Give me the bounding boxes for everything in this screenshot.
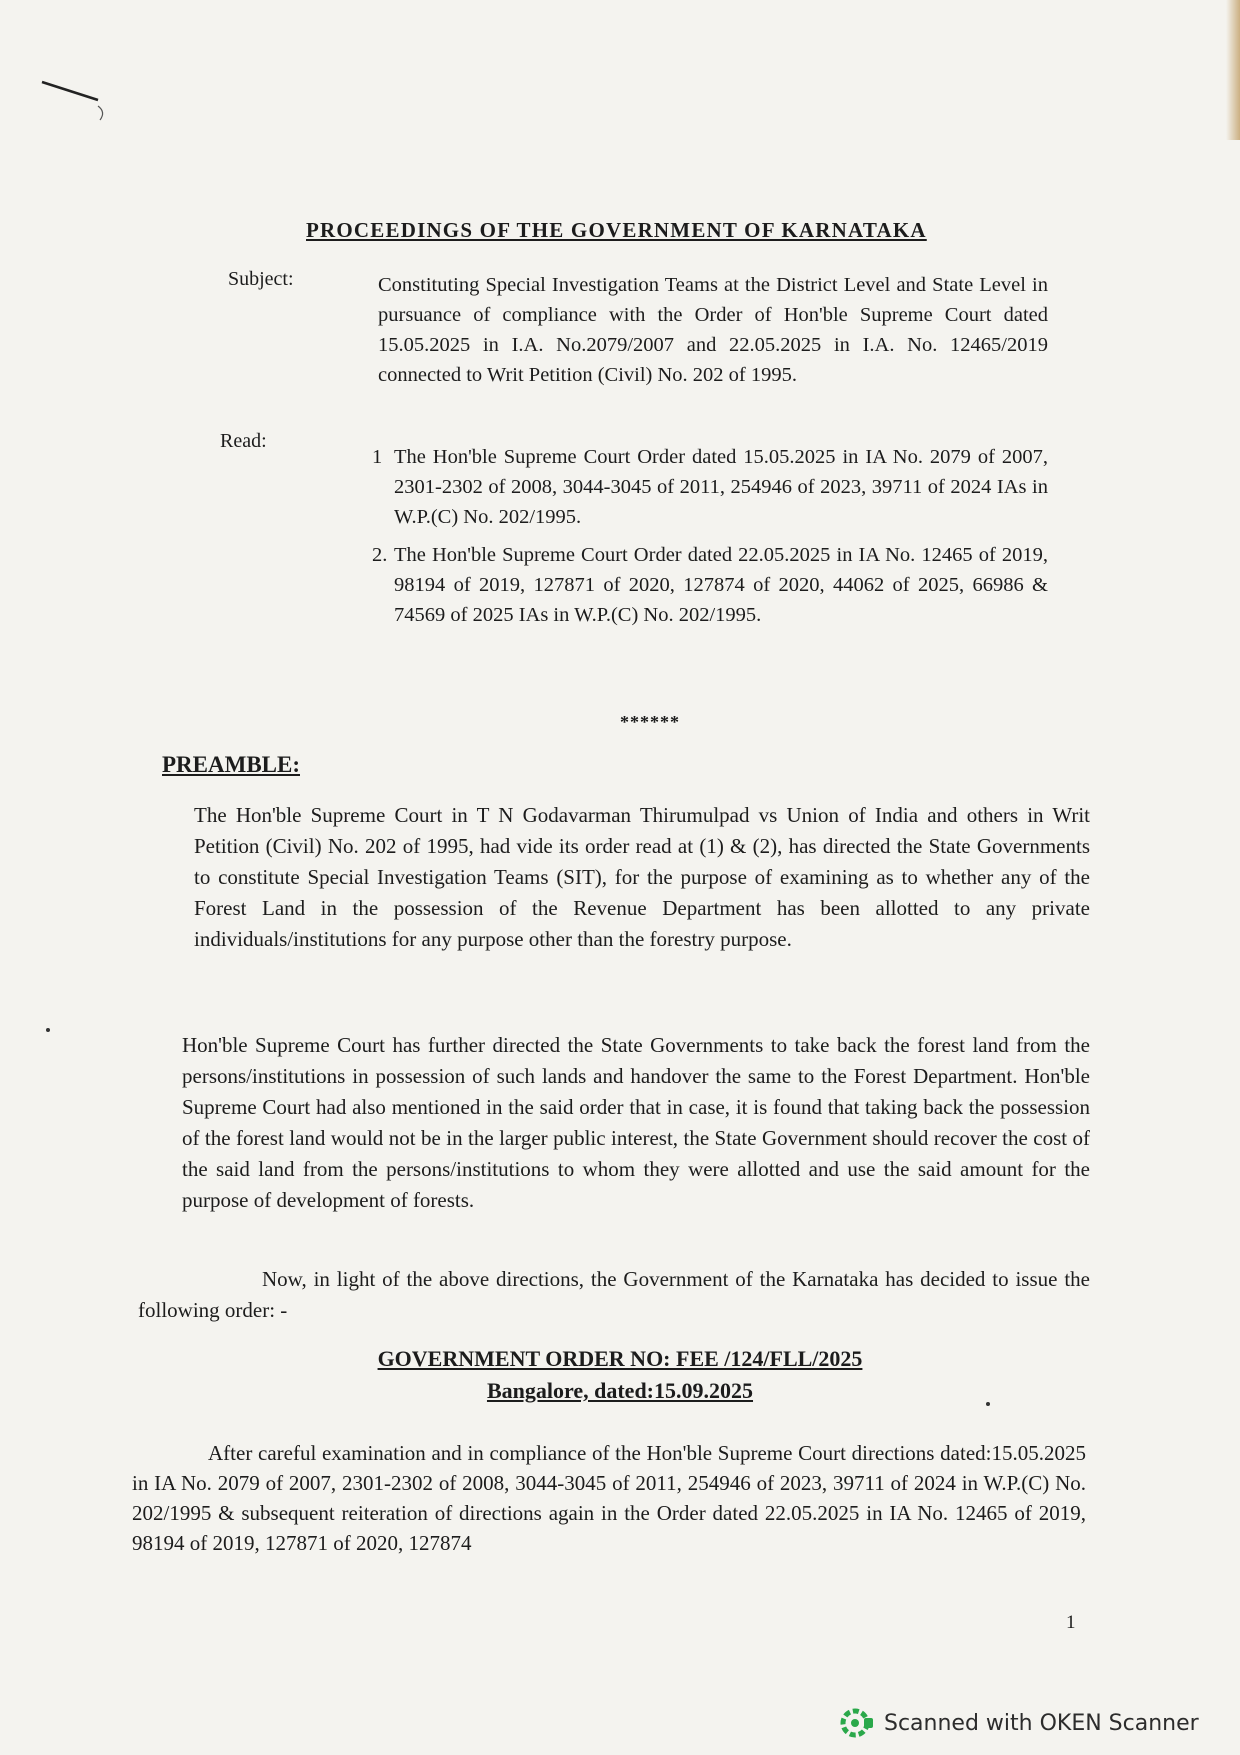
document-heading: PROCEEDINGS OF THE GOVERNMENT OF KARNATAKA	[306, 218, 927, 242]
preamble-paragraph-2: Hon'ble Supreme Court has further directed the State Governments to take back the forest land from the persons/institutions in possession of such lands and handover the same to the Forest Department. Hon'ble Supreme Court had also mentioned in the said order that in case, it is found that taking back the possession of the forest land would not be in the larger public interest, the State Government should recover the cost of the said land from the persons/institutions to whom they were allotted and use the said amount for the purpose of development of forests.	[182, 1033, 1090, 1212]
read-item-1	[372, 442, 1048, 532]
read-item-text: The Hon'ble Supreme Court Order dated 15.05.2025 in IA No. 2079 of 2007, 2301-2302 of 2008, 3044-3045 of 2011, 254946 of 2023, 39711 of 2024 IAs in W.P.(C) No. 202/1995.	[394, 446, 1048, 528]
oken-scanner-logo-icon	[840, 1706, 874, 1740]
order-place-date: Bangalore, dated:15.09.2025	[486, 1378, 754, 1403]
order-body-text: After careful examination and in compliance of the Hon'ble Supreme Court directions dated:15.05.2025 in IA No. 2079 of 2007, 2301-2302 of 2008, 3044-3045 of 2011, 254946 of 2023, 39711 of 2024 in W.P.(C) No. 202/1995 & subsequent reiteration of directions again in the Order dated 22.05.2025 in IA No. 12465 of 2019, 98194 of 2019, 127871 of 2020, 127874	[132, 1441, 1086, 1555]
preamble-paragraph-3-text: Now, in light of the above directions, the Government of the Karnataka has decided to issue the following order: -	[138, 1267, 1090, 1322]
order-body	[132, 1438, 1086, 1558]
scan-speck	[986, 1402, 990, 1406]
government-order-number: GOVERNMENT ORDER NO: FEE /124/FLL/2025	[377, 1346, 863, 1371]
preamble-paragraph-3	[138, 1264, 1090, 1326]
scanner-watermark-text: Scanned with OKEN Scanner	[884, 1710, 1199, 1736]
read-item-number: 1	[372, 446, 383, 468]
read-item-2	[372, 540, 1048, 630]
read-label: Read:	[220, 430, 267, 452]
preamble-title: PREAMBLE:	[162, 752, 300, 777]
scanner-watermark	[840, 1705, 1199, 1741]
section-separator: ******	[620, 712, 680, 732]
read-item-number: 2.	[372, 544, 388, 566]
preamble-paragraph-1: The Hon'ble Supreme Court in T N Godavarman Thirumulpad vs Union of India and others in Writ Petition (Civil) No. 202 of 1995, had vide its order read at (1) & (2), has directed the State Governments to constitute Special Investigation Teams (SIT), for the purpose of examining as to whether any of the Forest Land in the possession of the Revenue Department has been allotted to any private individuals/institutions for any purpose other than the forestry purpose.	[194, 803, 1090, 951]
pen-scribble-mark	[40, 78, 120, 128]
page-number: 1	[1066, 1612, 1076, 1633]
read-item-text: The Hon'ble Supreme Court Order dated 22.05.2025 in IA No. 12465 of 2019, 98194 of 2019, 127871 of 2020, 127874 of 2020, 44062 of 2025, 66986 & 74569 of 2025 IAs in W.P.(C) No. 202/1995.	[394, 544, 1048, 626]
scan-speck	[46, 1028, 50, 1032]
scan-edge-shadow	[1226, 0, 1240, 140]
subject-label: Subject:	[228, 268, 294, 290]
subject-text: Constituting Special Investigation Teams at the District Level and State Level in pursuance of compliance with the Order of Hon'ble Supreme Court dated 15.05.2025 in I.A. No.2079/2007 and 22.05.2025 in I.A. No. 12465/2019 connected to Writ Petition (Civil) No. 202 of 1995.	[378, 274, 1048, 386]
